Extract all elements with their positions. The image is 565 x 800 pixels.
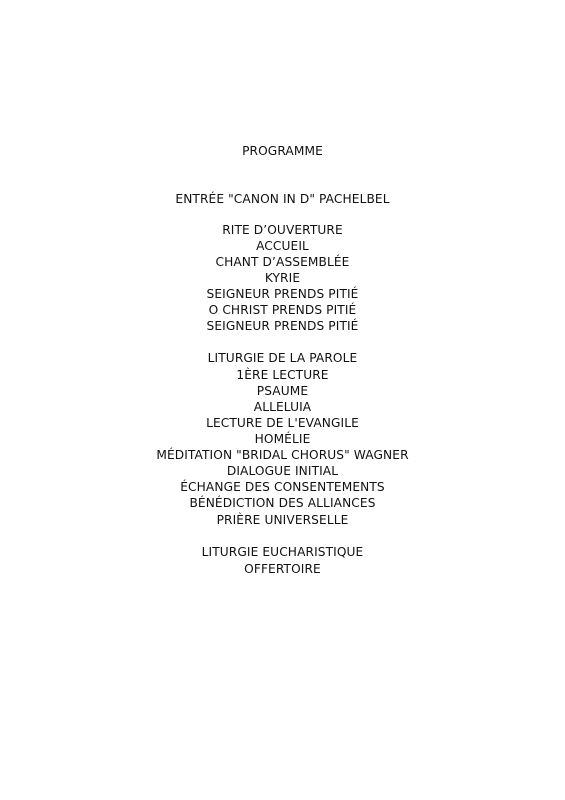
eucharist-section-heading: LITURGIE EUCHARISTIQUE (201, 545, 364, 559)
word-item: BÉNÉDICTION DES ALLIANCES (189, 496, 376, 510)
word-item: MÉDITATION "BRIDAL CHORUS" WAGNER (156, 448, 409, 462)
word-item: HOMÉLIE (254, 432, 311, 446)
opening-item: SEIGNEUR PRENDS PITIÉ (206, 287, 359, 301)
opening-item: SEIGNEUR PRENDS PITIÉ (206, 319, 359, 333)
entrance-item: ENTRÉE "CANON IN D" PACHELBEL (175, 192, 390, 206)
eucharist-item: OFFERTOIRE (244, 562, 321, 576)
word-item: LECTURE DE L'EVANGILE (206, 416, 359, 430)
word-item: PRIÈRE UNIVERSELLE (216, 513, 349, 527)
opening-item: ACCUEIL (256, 239, 309, 253)
opening-section-heading: RITE D’OUVERTURE (222, 223, 343, 237)
opening-item: O CHRIST PRENDS PITIÉ (208, 303, 357, 317)
word-item: ÉCHANGE DES CONSENTEMENTS (180, 480, 385, 494)
opening-item: KYRIE (264, 271, 301, 285)
word-section-heading: LITURGIE DE LA PAROLE (207, 351, 358, 365)
opening-item: CHANT D’ASSEMBLÉE (215, 255, 350, 269)
word-item: PSAUME (256, 384, 309, 398)
word-item: ALLELUIA (253, 400, 312, 414)
word-item: 1ÈRE LECTURE (236, 368, 329, 382)
program-title: PROGRAMME (242, 144, 323, 158)
word-item: DIALOGUE INITIAL (226, 464, 339, 478)
